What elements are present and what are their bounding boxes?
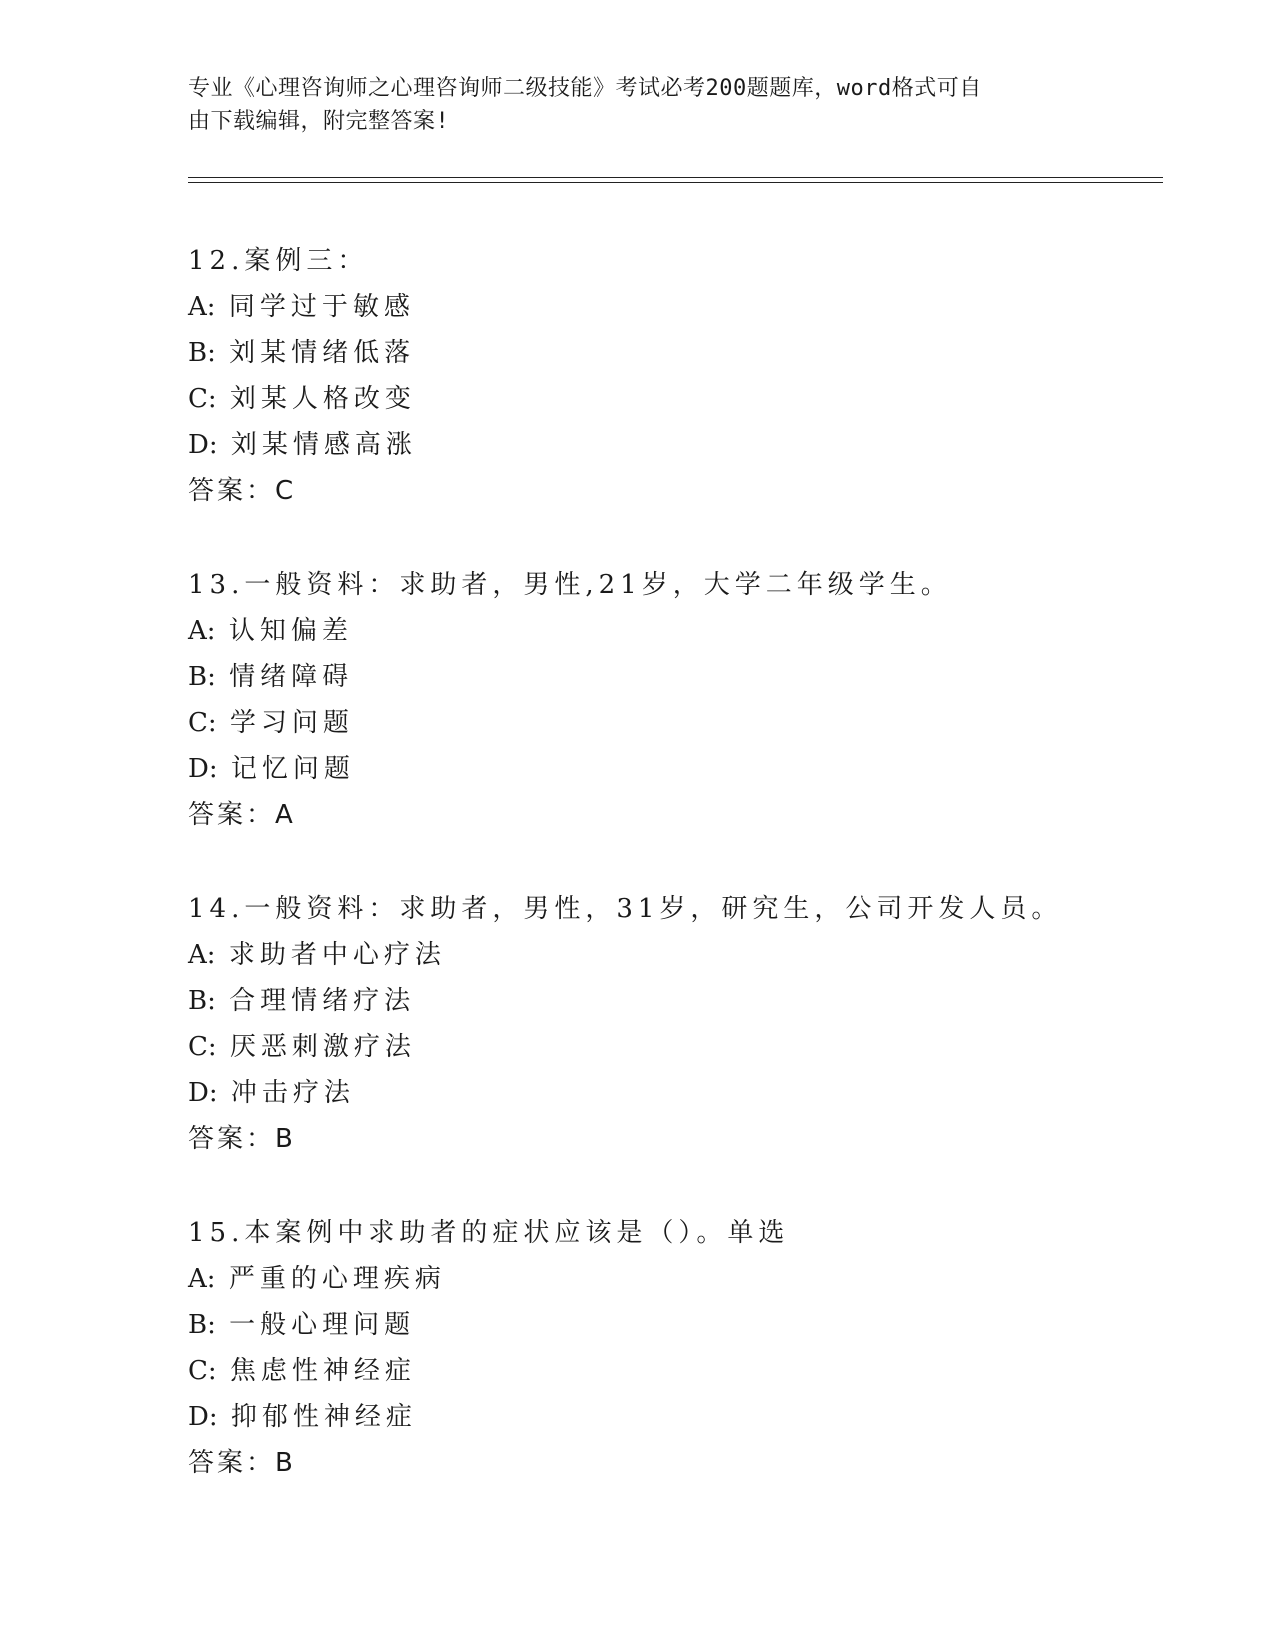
question-12 xyxy=(188,238,1148,514)
option-letter: A: xyxy=(188,292,216,322)
option-text: 厌恶刺激疗法 xyxy=(229,1032,416,1062)
option-d xyxy=(188,1394,1148,1440)
document-header xyxy=(188,72,1068,138)
option-text: 刘某情感高涨 xyxy=(230,430,417,460)
question-15 xyxy=(188,1210,1148,1486)
option-b xyxy=(188,330,1148,376)
option-text: 冲击疗法 xyxy=(230,1078,355,1108)
option-letter: D: xyxy=(188,430,218,460)
question-list xyxy=(188,238,1148,1534)
question-14 xyxy=(188,886,1148,1162)
header-divider-bottom xyxy=(188,182,1163,183)
header-line-1: 专业《心理咨询师之心理咨询师二级技能》考试必考200题题库，word格式可自 xyxy=(188,76,982,101)
option-letter: B: xyxy=(188,1310,216,1340)
option-text: 焦虑性神经症 xyxy=(229,1356,416,1386)
option-text: 刘某人格改变 xyxy=(229,384,416,414)
header-divider-top xyxy=(188,177,1163,178)
option-c xyxy=(188,376,1148,422)
option-b xyxy=(188,1302,1148,1348)
option-text: 刘某情绪低落 xyxy=(229,338,416,368)
question-stem: 13.一般资料：求助者，男性,21岁，大学二年级学生。 xyxy=(188,570,952,600)
question-stem: 14.一般资料：求助者，男性，31岁，研究生，公司开发人员。 xyxy=(188,894,1063,924)
option-letter: D: xyxy=(188,1078,218,1108)
option-text: 严重的心理疾病 xyxy=(228,1264,446,1294)
option-a xyxy=(188,1256,1148,1302)
option-letter: D: xyxy=(188,1402,218,1432)
option-letter: B: xyxy=(188,986,216,1016)
option-letter: C: xyxy=(188,1032,217,1062)
answer-line: 答案：B xyxy=(188,1124,296,1154)
option-a xyxy=(188,932,1148,978)
option-text: 求助者中心疗法 xyxy=(228,940,446,970)
option-letter: A: xyxy=(188,616,216,646)
option-letter: C: xyxy=(188,384,217,414)
option-text: 合理情绪疗法 xyxy=(229,986,416,1016)
option-b xyxy=(188,654,1148,700)
header-line-2: 由下载编辑，附完整答案! xyxy=(188,109,450,134)
option-c xyxy=(188,1348,1148,1394)
option-d xyxy=(188,746,1148,792)
option-b xyxy=(188,978,1148,1024)
answer-line: 答案：B xyxy=(188,1448,296,1478)
option-text: 学习问题 xyxy=(229,708,354,738)
option-text: 认知偏差 xyxy=(228,616,353,646)
option-text: 情绪障碍 xyxy=(229,662,354,692)
option-text: 记忆问题 xyxy=(230,754,355,784)
option-letter: A: xyxy=(188,940,216,970)
question-stem: 15.本案例中求助者的症状应该是（）。单选 xyxy=(188,1218,790,1248)
option-c xyxy=(188,700,1148,746)
option-letter: B: xyxy=(188,338,216,368)
option-letter: A: xyxy=(188,1264,216,1294)
option-letter: C: xyxy=(188,1356,217,1386)
option-d xyxy=(188,422,1148,468)
option-letter: C: xyxy=(188,708,217,738)
answer-line: 答案：C xyxy=(188,476,297,506)
option-letter: B: xyxy=(188,662,216,692)
option-d xyxy=(188,1070,1148,1116)
option-c xyxy=(188,1024,1148,1070)
question-13 xyxy=(188,562,1148,838)
answer-line: 答案：A xyxy=(188,800,296,830)
option-text: 抑郁性神经症 xyxy=(230,1402,417,1432)
option-text: 一般心理问题 xyxy=(229,1310,416,1340)
option-text: 同学过于敏感 xyxy=(228,292,415,322)
question-stem: 12.案例三： xyxy=(188,246,369,276)
option-a xyxy=(188,608,1148,654)
option-a xyxy=(188,284,1148,330)
option-letter: D: xyxy=(188,754,218,784)
